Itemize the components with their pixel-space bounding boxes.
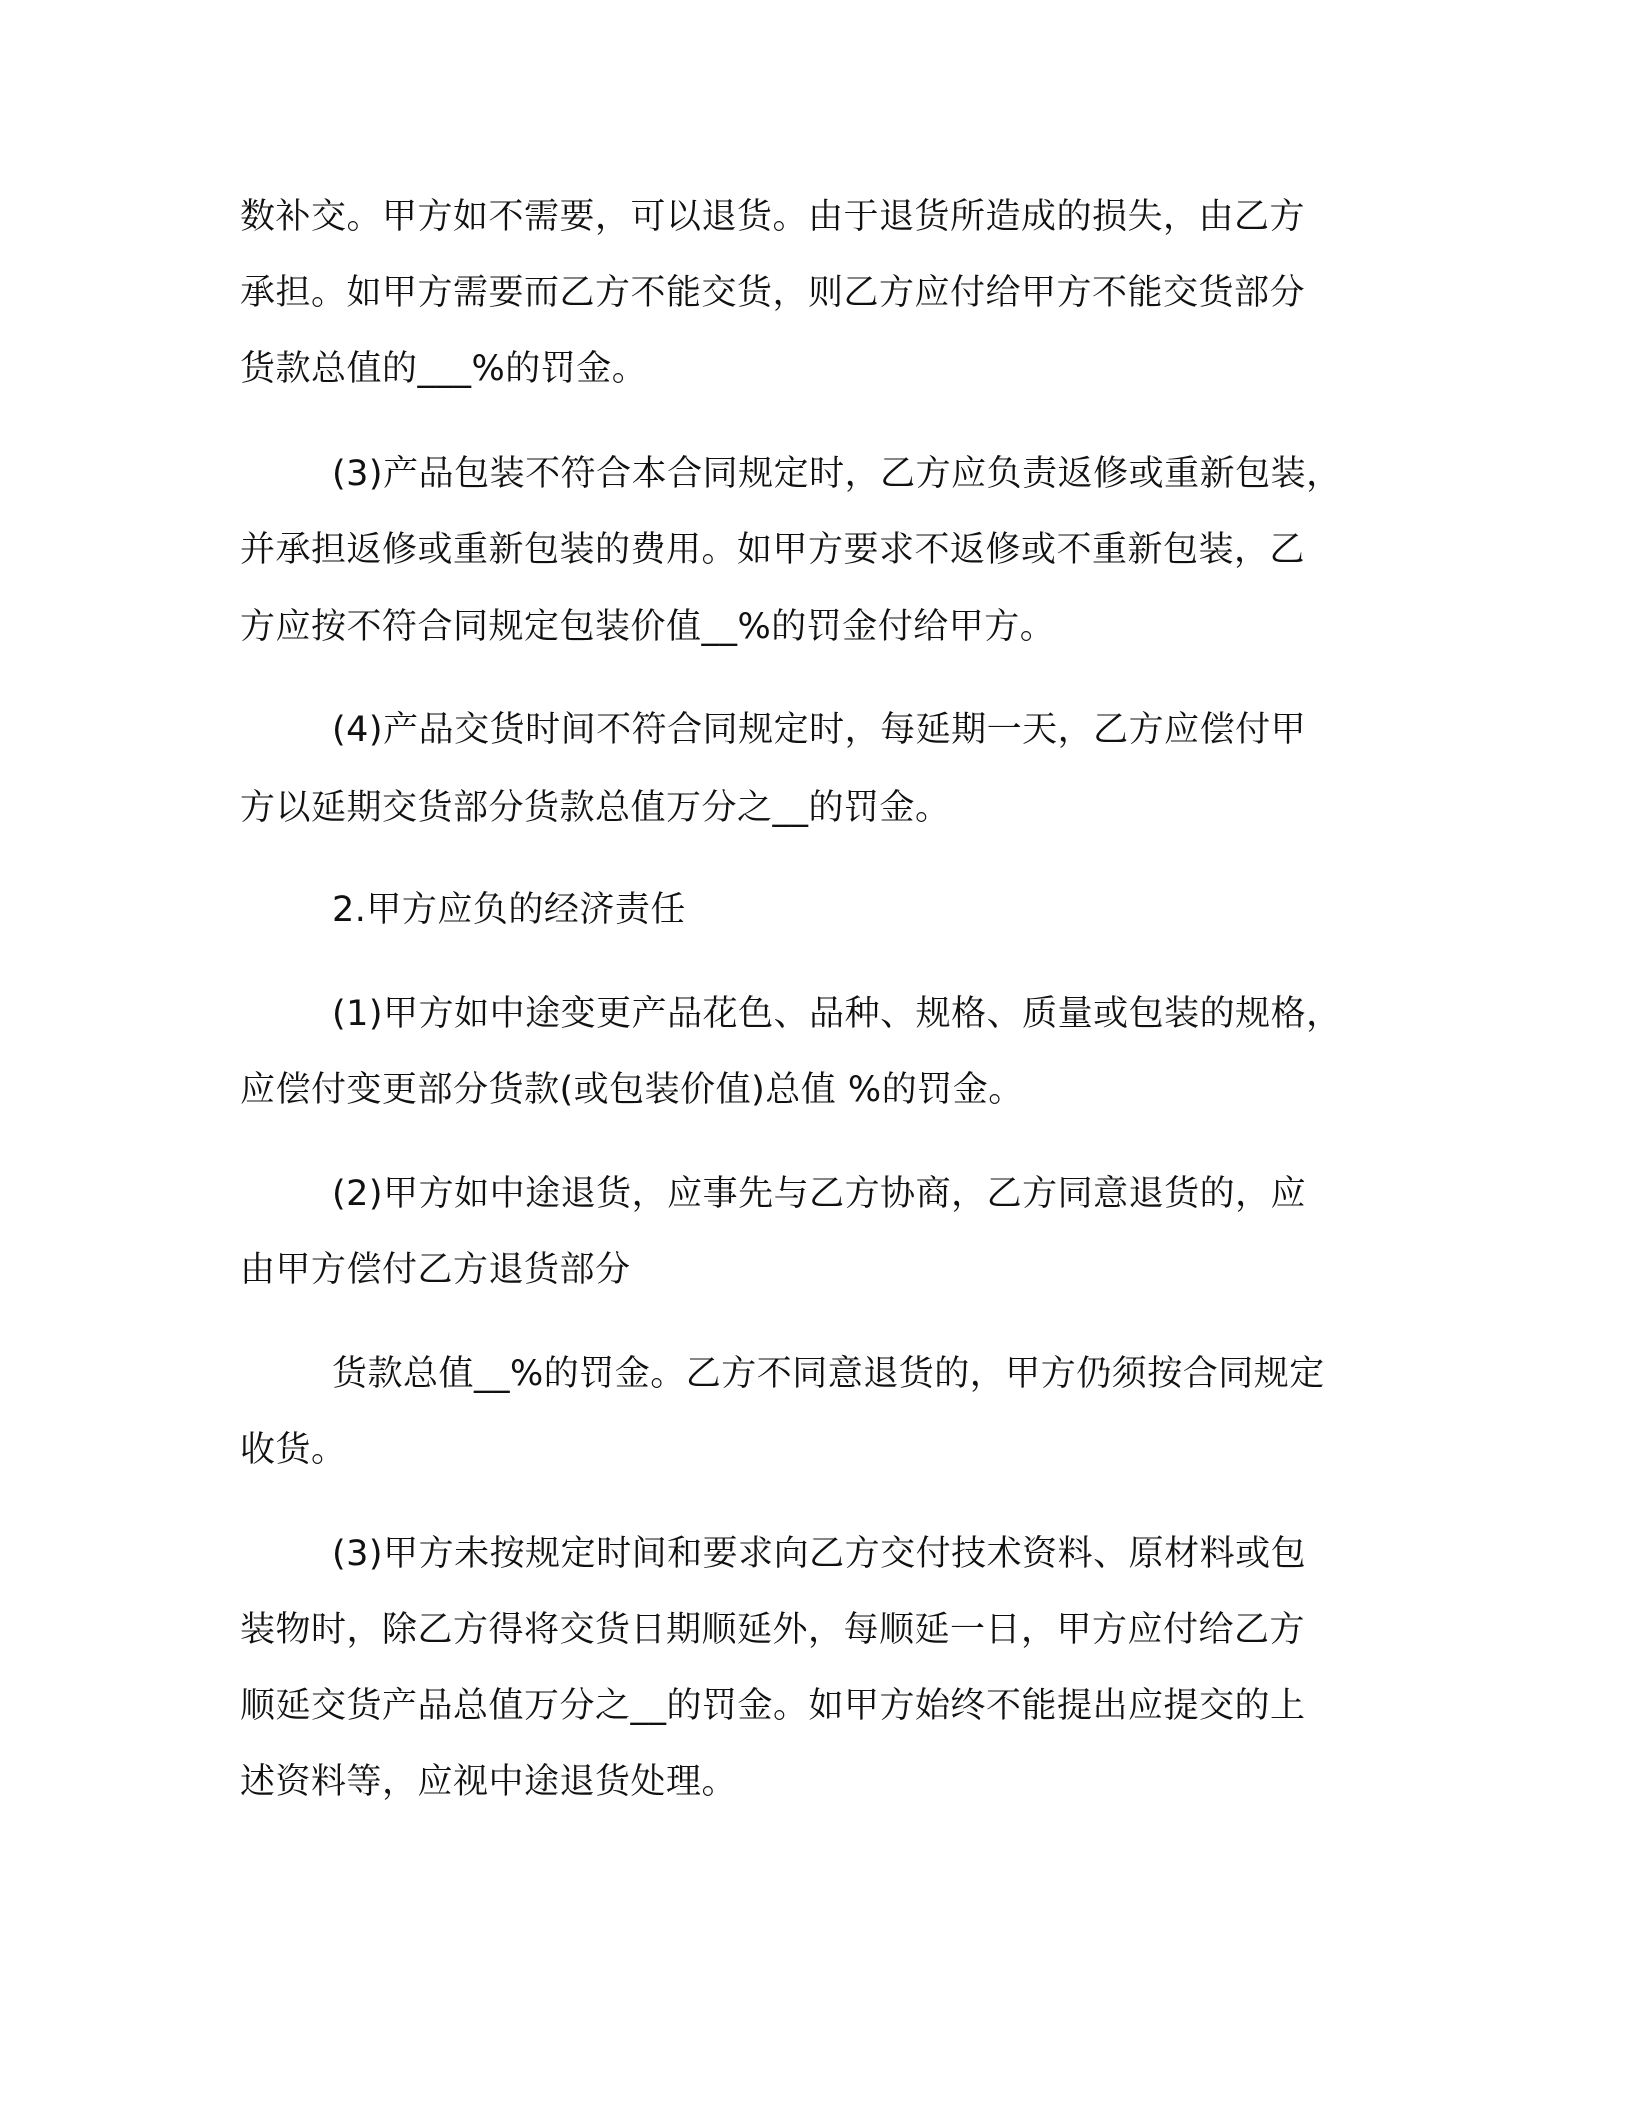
section-heading: 2.甲方应负的经济责任 xyxy=(332,890,686,930)
text-line: 收货。 xyxy=(240,1430,347,1470)
text-line: (3)产品包装不符合本合同规定时，乙方应负责返修或重新包装， xyxy=(332,454,1342,494)
text-line: 并承担返修或重新包装的费用。如甲方要求不返修或不重新包装，乙 xyxy=(240,530,1306,570)
text-line: (3)甲方未按规定时间和要求向乙方交付技术资料、原材料或包 xyxy=(332,1534,1307,1574)
text-line: (1)甲方如中途变更产品花色、品种、规格、质量或包装的规格， xyxy=(332,994,1342,1034)
text-line: 应偿付变更部分货款(或包装价值)总值 %的罚金。 xyxy=(240,1070,1024,1110)
text-line: 货款总值__%的罚金。乙方不同意退货的，甲方仍须按合同规定 xyxy=(332,1354,1325,1394)
text-line: 述资料等，应视中途退货处理。 xyxy=(240,1762,738,1802)
text-line: 方以延期交货部分货款总值万分之__的罚金。 xyxy=(240,788,951,828)
text-line: 方应按不符合同规定包装价值__%的罚金付给甲方。 xyxy=(240,607,1056,647)
text-line: 数补交。甲方如不需要，可以退货。由于退货所造成的损失，由乙方 xyxy=(240,197,1306,237)
text-line: (4)产品交货时间不符合同规定时，每延期一天，乙方应偿付甲 xyxy=(332,710,1307,750)
text-line: 顺延交货产品总值万分之__的罚金。如甲方始终不能提出应提交的上 xyxy=(240,1686,1306,1726)
text-line: 由甲方偿付乙方退货部分 xyxy=(240,1250,631,1290)
text-line: 承担。如甲方需要而乙方不能交货，则乙方应付给甲方不能交货部分 xyxy=(240,273,1306,313)
text-line: 装物时，除乙方得将交货日期顺延外，每顺延一日，甲方应付给乙方 xyxy=(240,1610,1306,1650)
text-line: 货款总值的___%的罚金。 xyxy=(240,349,648,389)
text-line: (2)甲方如中途退货，应事先与乙方协商，乙方同意退货的，应 xyxy=(332,1174,1307,1214)
